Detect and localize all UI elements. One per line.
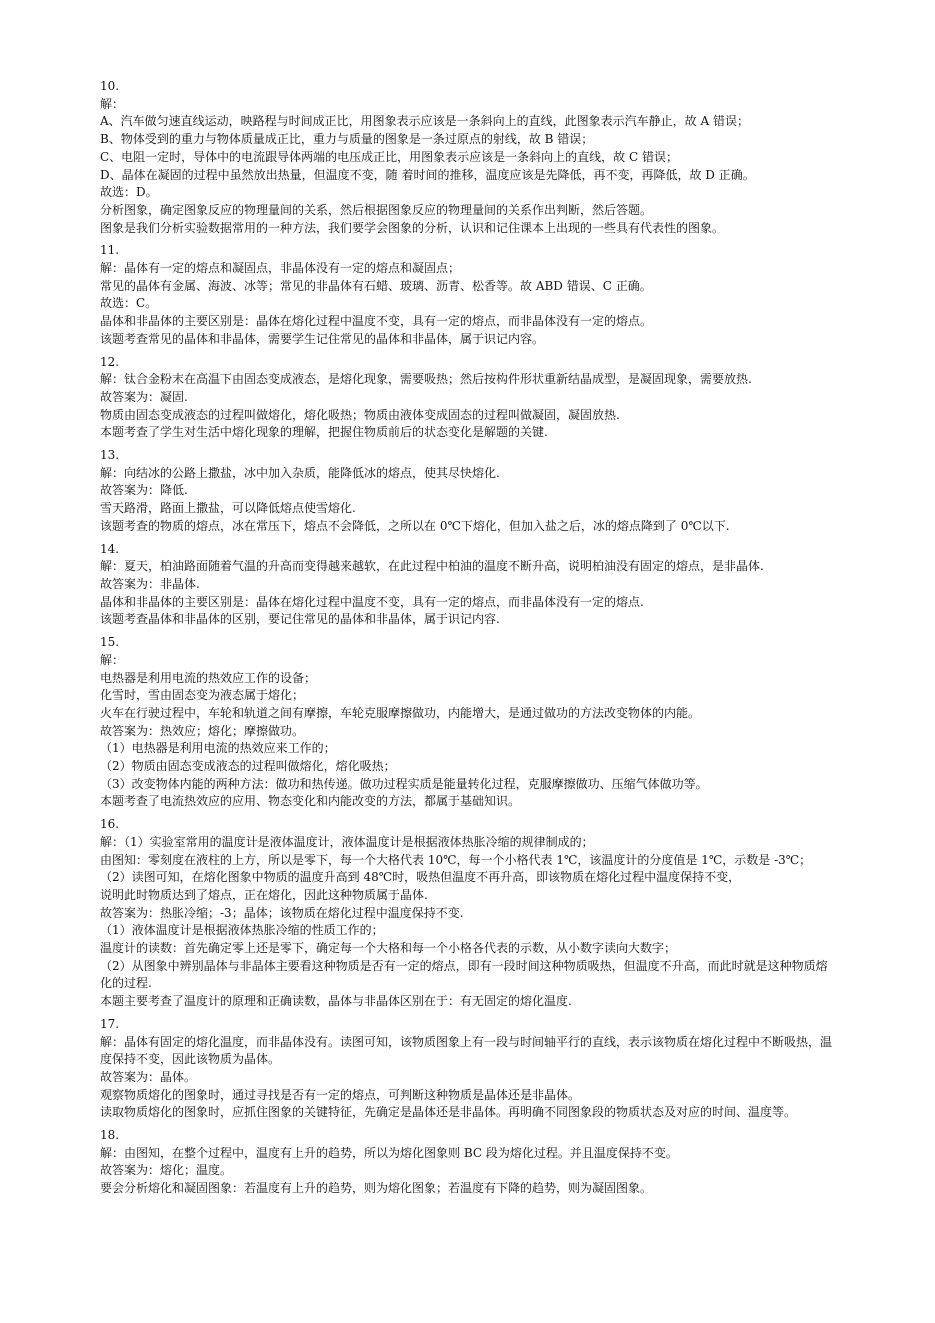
- question-block: [100, 1016, 832, 1122]
- answer-line: 解：向结冰的公路上撒盐，冰中加入杂质，能降低冰的熔点，使其尽快熔化.: [100, 465, 500, 480]
- question-block: [100, 541, 832, 630]
- answer-line: 解：（1）实验室常用的温度计是液体温度计，液体温度计是根据液体热胀冷缩的规律制成的；: [100, 834, 594, 849]
- question-number: 14.: [100, 541, 120, 556]
- answer-line: （2）物质由固态变成液态的过程叫做熔化，熔化吸热；: [100, 759, 396, 774]
- answer-line: 说明此时物质达到了熔点，正在熔化，因此这种物质属于晶体.: [100, 887, 428, 902]
- answer-line: 电热器是利用电流的热效应工作的设备；: [100, 670, 317, 685]
- answer-line: 故答案为：热胀冷缩；-3；晶体；该物质在熔化过程中温度保持不变.: [100, 905, 464, 920]
- answer-line: 要会分析熔化和凝固图象：若温度有上升的趋势，则为熔化图象；若温度有下降的趋势，则为凝固图象。: [100, 1181, 653, 1196]
- question-number: 13.: [100, 448, 120, 463]
- question-block: [100, 354, 832, 443]
- answer-line: 本题考查了电流热效应的应用、物态变化和内能改变的方法，都属于基础知识。: [100, 794, 521, 809]
- answer-line: 由图知：零刻度在液柱的上方，所以是零下，每一个大格代表 10℃，每一个小格代表 1℃，该温度计的分度值是 1℃，示数是 -3℃；: [100, 852, 812, 867]
- answer-line: （2）从图象中辨别晶体与非晶体主要看这种物质是否有一定的熔点，即有一段时间这种物质吸热，但温度不升高，而此时就是这种物质熔化的过程.: [100, 958, 828, 991]
- answer-line: 解：夏天，柏油路面随着气温的升高而变得越来越软，在此过程中柏油的温度不断升高，说明柏油没有固定的熔点，是非晶体.: [100, 559, 764, 574]
- answer-line: 该题考查常见的晶体和非晶体，需要学生记住常见的晶体和非晶体，属于识记内容。: [100, 331, 545, 346]
- question-block: [100, 78, 832, 237]
- answer-line: D、晶体在凝固的过程中虽然放出热量，但温度不变，随 着时间的推移，温度应该是先降低，再不变，再降低，故 D 正确。: [100, 167, 755, 182]
- answer-line: 解：由图知，在整个过程中，温度有上升的趋势，所以为熔化图象则 BC 段为熔化过程。并且温度保持不变。: [100, 1145, 678, 1160]
- answer-line: 解：: [100, 652, 125, 667]
- question-block: [100, 634, 832, 811]
- answer-line: C、电阻一定时，导体中的电流跟导体两端的电压成正比，用图象表示应该是一条斜向上的直线，故 C 错误；: [100, 149, 678, 164]
- question-block: [100, 816, 832, 1011]
- answer-line: （1）液体温度计是根据液体热胀冷缩的性质工作的；: [100, 923, 384, 938]
- question-number: 18.: [100, 1128, 120, 1143]
- question-number: 10.: [100, 79, 120, 93]
- question-block: [100, 242, 832, 348]
- answer-line: 晶体和非晶体的主要区别是：晶体在熔化过程中温度不变，具有一定的熔点，而非晶体没有一定的熔点.: [100, 594, 644, 609]
- question-number: 11.: [100, 243, 120, 258]
- answer-line: 晶体和非晶体的主要区别是：晶体在熔化过程中温度不变，具有一定的熔点，而非晶体没有一定的熔点。: [100, 314, 653, 329]
- answer-line: 分析图象，确定图象反应的物理量间的关系，然后根据图象反应的物理量间的关系作出判断，然后答题。: [100, 202, 653, 217]
- answer-line: 故答案为：晶体。: [100, 1069, 197, 1084]
- question-number: 16.: [100, 817, 120, 832]
- answer-line: （1）电热器是利用电流的热效应来工作的；: [100, 741, 336, 756]
- answer-line: B、物体受到的重力与物体质量成正比，重力与质量的图象是一条过原点的射线，故 B 错误；: [100, 132, 594, 147]
- answer-line: 解：晶体有固定的熔化温度，而非晶体没有。读图可知，该物质图象上有一段与时间轴平行的直线，表示该物质在熔化过程中不断吸热，温度保持不变，因此该物质为晶体。: [100, 1034, 833, 1067]
- document-page: [100, 78, 832, 1203]
- question-number: 15.: [100, 635, 120, 650]
- answer-line: 故答案为：凝固.: [100, 389, 188, 404]
- answer-line: 解：: [100, 96, 125, 111]
- answer-line: 故选：C。: [100, 296, 158, 311]
- answer-line: 该题考查的物质的熔点，冰在常压下，熔点不会降低，之所以在 0℃下熔化，但加入盐之后，冰的熔点降到了 0℃以下.: [100, 518, 730, 533]
- answer-line: 本题考查了学生对生活中熔化现象的理解，把握住物质前后的状态变化是解题的关键.: [100, 425, 548, 440]
- answer-line: 图象是我们分析实验数据常用的一种方法，我们要学会图象的分析，认识和记住课本上出现的一些具有代表性的图象。: [100, 220, 725, 235]
- answer-line: 该题考查晶体和非晶体的区别，要记住常见的晶体和非晶体，属于识记内容.: [100, 612, 500, 627]
- question-number: 12.: [100, 354, 120, 369]
- answer-line: 解：钛合金粉末在高温下由固态变成液态，是熔化现象，需要吸热；然后按构件形状重新结晶成型，是凝固现象，需要放热.: [100, 372, 752, 387]
- answer-line: 火车在行驶过程中，车轮和轨道之间有摩擦，车轮克服摩擦做功，内能增大，是通过做功的方法改变物体的内能。: [100, 705, 701, 720]
- answer-line: 雪天路滑，路面上撒盐，可以降低熔点使雪熔化.: [100, 501, 356, 516]
- question-block: [100, 1127, 832, 1198]
- answer-line: 故答案为：热效应；熔化；摩擦做功。: [100, 723, 305, 738]
- answer-line: A、汽车做匀速直线运动，映路程与时间成正比，用图象表示应该是一条斜向上的直线，此图象表示汽车静止，故 A 错误；: [100, 114, 749, 129]
- answer-line: 物质由固态变成液态的过程叫做熔化，熔化吸热；物质由液体变成固态的过程叫做凝固，凝固放热.: [100, 407, 620, 422]
- answer-line: 常见的晶体有金属、海波、冰等；常见的非晶体有石蜡、玻璃、沥青、松香等。故 ABD 错误、C 正确。: [100, 278, 652, 293]
- answer-line: 本题主要考查了温度计的原理和正确读数，晶体与非晶体区别在于：有无固定的熔化温度.: [100, 994, 572, 1009]
- answer-line: 故答案为：熔化；温度。: [100, 1163, 233, 1178]
- answer-line: 化雪时，雪由固态变为液态属于熔化；: [100, 688, 305, 703]
- question-number: 17.: [100, 1016, 120, 1031]
- answer-line: 读取物质熔化的图象时，应抓住图象的关键特征，先确定是晶体还是非晶体。再明确不同图象段的物质状态及对应的时间、温度等。: [100, 1105, 797, 1120]
- answer-line: （3）改变物体内能的两种方法：做功和热传递。做功过程实质是能量转化过程，克服摩擦做功、压缩气体做功等。: [100, 776, 708, 791]
- answer-line: 故选：D。: [100, 185, 158, 200]
- answer-line: 故答案为：非晶体.: [100, 576, 200, 591]
- answer-line: 解：晶体有一定的熔点和凝固点，非晶体没有一定的熔点和凝固点；: [100, 261, 461, 276]
- question-block: [100, 447, 832, 536]
- answer-line: 故答案为：降低.: [100, 483, 188, 498]
- answer-line: 温度计的读数：首先确定零上还是零下，确定每一个大格和每一个小格各代表的示数，从小数字读向大数字；: [100, 941, 677, 956]
- answer-line: （2）读图可知，在熔化图象中物质的温度升高到 48℃时，吸热但温度不再升高，即该物质在熔化过程中温度保持不变，: [100, 870, 741, 885]
- answer-line: 观察物质熔化的图象时，通过寻找是否有一定的熔点，可判断这种物质是晶体还是非晶体。: [100, 1087, 581, 1102]
